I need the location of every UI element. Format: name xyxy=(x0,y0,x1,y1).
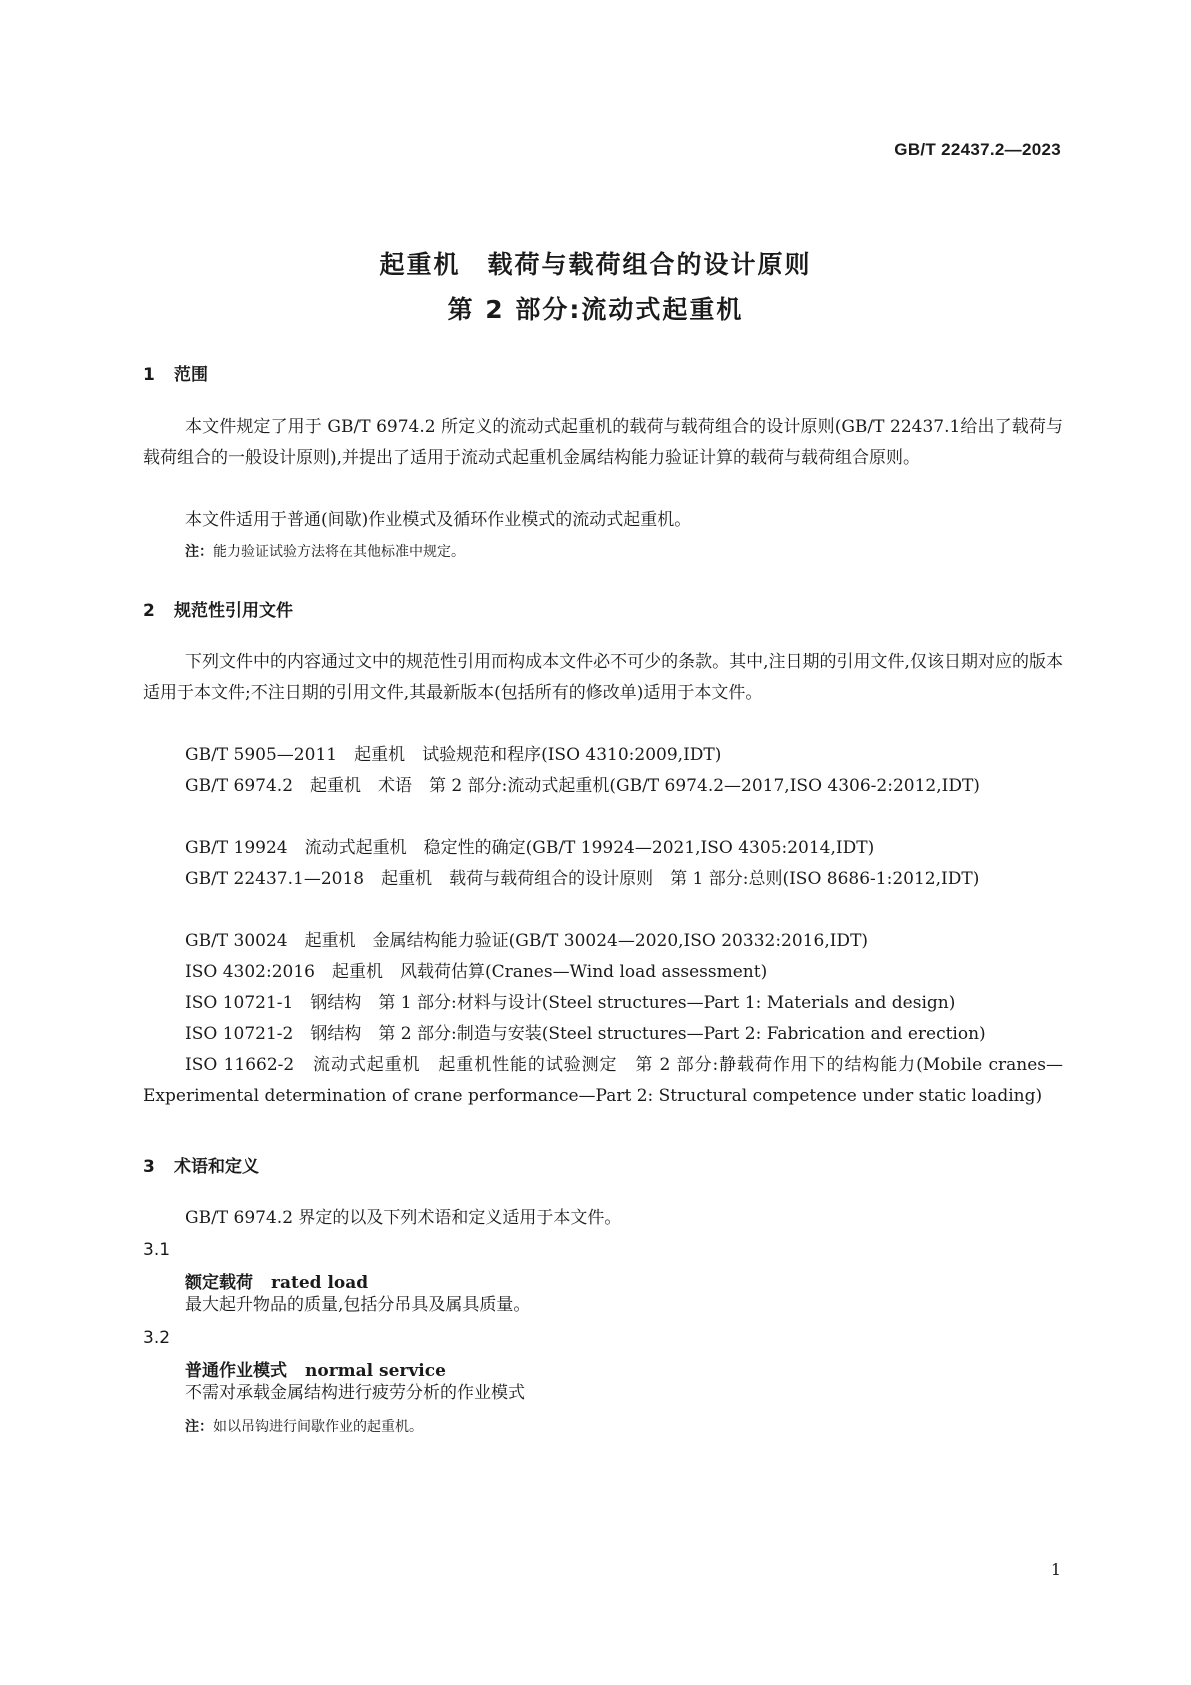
term-number: 3.1 xyxy=(143,1240,171,1260)
term-number: 3.2 xyxy=(143,1328,171,1348)
document-title-line1: 起重机 载荷与载荷组合的设计原则 xyxy=(379,250,812,279)
term-zh: 额定载荷 xyxy=(185,1273,253,1293)
standard-code: GB/T 22437.2—2023 xyxy=(894,140,1061,159)
reference-item: GB/T 6974.2 起重机 术语 第 2 部分:流动式起重机(GB/T 6974.2—2017,ISO 4306-2:2012,IDT) xyxy=(185,776,980,796)
term-definition: 不需对承载金属结构进行疲劳分析的作业模式 xyxy=(185,1383,525,1403)
normative-intro: 下列文件中的内容通过文中的规范性引用而构成本文件必不可少的条款。其中,注日期的引用文件,仅该日期对应的版本适用于本文件;不注日期的引用文件,其最新版本(包括所有的修改单)适用于本文件。 xyxy=(143,652,1063,703)
section-title: 规范性引用文件 xyxy=(174,601,293,621)
note-label: 注： xyxy=(185,1419,213,1435)
reference-item: GB/T 22437.1—2018 起重机 载荷与载荷组合的设计原则 第 1 部分:总则(ISO 8686-1:2012,IDT) xyxy=(185,869,980,889)
page-number: 1 xyxy=(1050,1560,1061,1579)
term-definition: 最大起升物品的质量,包括分吊具及属具质量。 xyxy=(185,1295,531,1315)
note-text: 如以吊钩进行间歇作业的起重机。 xyxy=(213,1419,423,1435)
section-heading-terms xyxy=(143,1152,259,1177)
scope-note xyxy=(185,541,465,561)
note-label: 注： xyxy=(185,544,213,560)
section-number: 3 xyxy=(143,1157,155,1177)
section-title: 术语和定义 xyxy=(174,1157,259,1177)
section-title: 范围 xyxy=(174,365,208,385)
reference-item: ISO 4302:2016 起重机 风载荷估算(Cranes—Wind load assessment) xyxy=(185,962,768,982)
scope-paragraph-1: 本文件规定了用于 GB/T 6974.2 所定义的流动式起重机的载荷与载荷组合的设计原则(GB/T 22437.1给出了载荷与载荷组合的一般设计原则),并提出了适用于流动式起重机金属结构能力验证计算的载荷与载荷组合原则。 xyxy=(143,417,1063,468)
section-number: 2 xyxy=(143,601,155,621)
section-number: 1 xyxy=(143,365,155,385)
term-en: rated load xyxy=(271,1273,369,1293)
section-heading-normative xyxy=(143,596,293,621)
term-note xyxy=(185,1416,423,1436)
note-text: 能力验证试验方法将在其他标准中规定。 xyxy=(213,544,465,560)
section-heading-scope xyxy=(143,360,208,385)
reference-item: ISO 11662-2 流动式起重机 起重机性能的试验测定 第 2 部分:静载荷作用下的结构能力(Mobile cranes—Experimental determination of crane performance—Part 2: Structural competence under static loading) xyxy=(143,1055,1063,1106)
reference-item: GB/T 5905—2011 起重机 试验规范和程序(ISO 4310:2009,IDT) xyxy=(185,745,722,765)
reference-item: GB/T 19924 流动式起重机 稳定性的确定(GB/T 19924—2021,ISO 4305:2014,IDT) xyxy=(185,838,875,858)
reference-item: ISO 10721-2 钢结构 第 2 部分:制造与安装(Steel structures—Part 2: Fabrication and erection) xyxy=(185,1024,986,1044)
term-en: normal service xyxy=(305,1361,446,1381)
document-title-line2: 第 2 部分:流动式起重机 xyxy=(447,295,744,324)
reference-item: ISO 10721-1 钢结构 第 1 部分:材料与设计(Steel structures—Part 1: Materials and design) xyxy=(185,993,956,1013)
terms-intro: GB/T 6974.2 界定的以及下列术语和定义适用于本文件。 xyxy=(185,1208,622,1228)
reference-item: GB/T 30024 起重机 金属结构能力验证(GB/T 30024—2020,ISO 20332:2016,IDT) xyxy=(185,931,869,951)
scope-paragraph-2: 本文件适用于普通(间歇)作业模式及循环作业模式的流动式起重机。 xyxy=(185,510,692,530)
term-zh: 普通作业模式 xyxy=(185,1361,287,1381)
